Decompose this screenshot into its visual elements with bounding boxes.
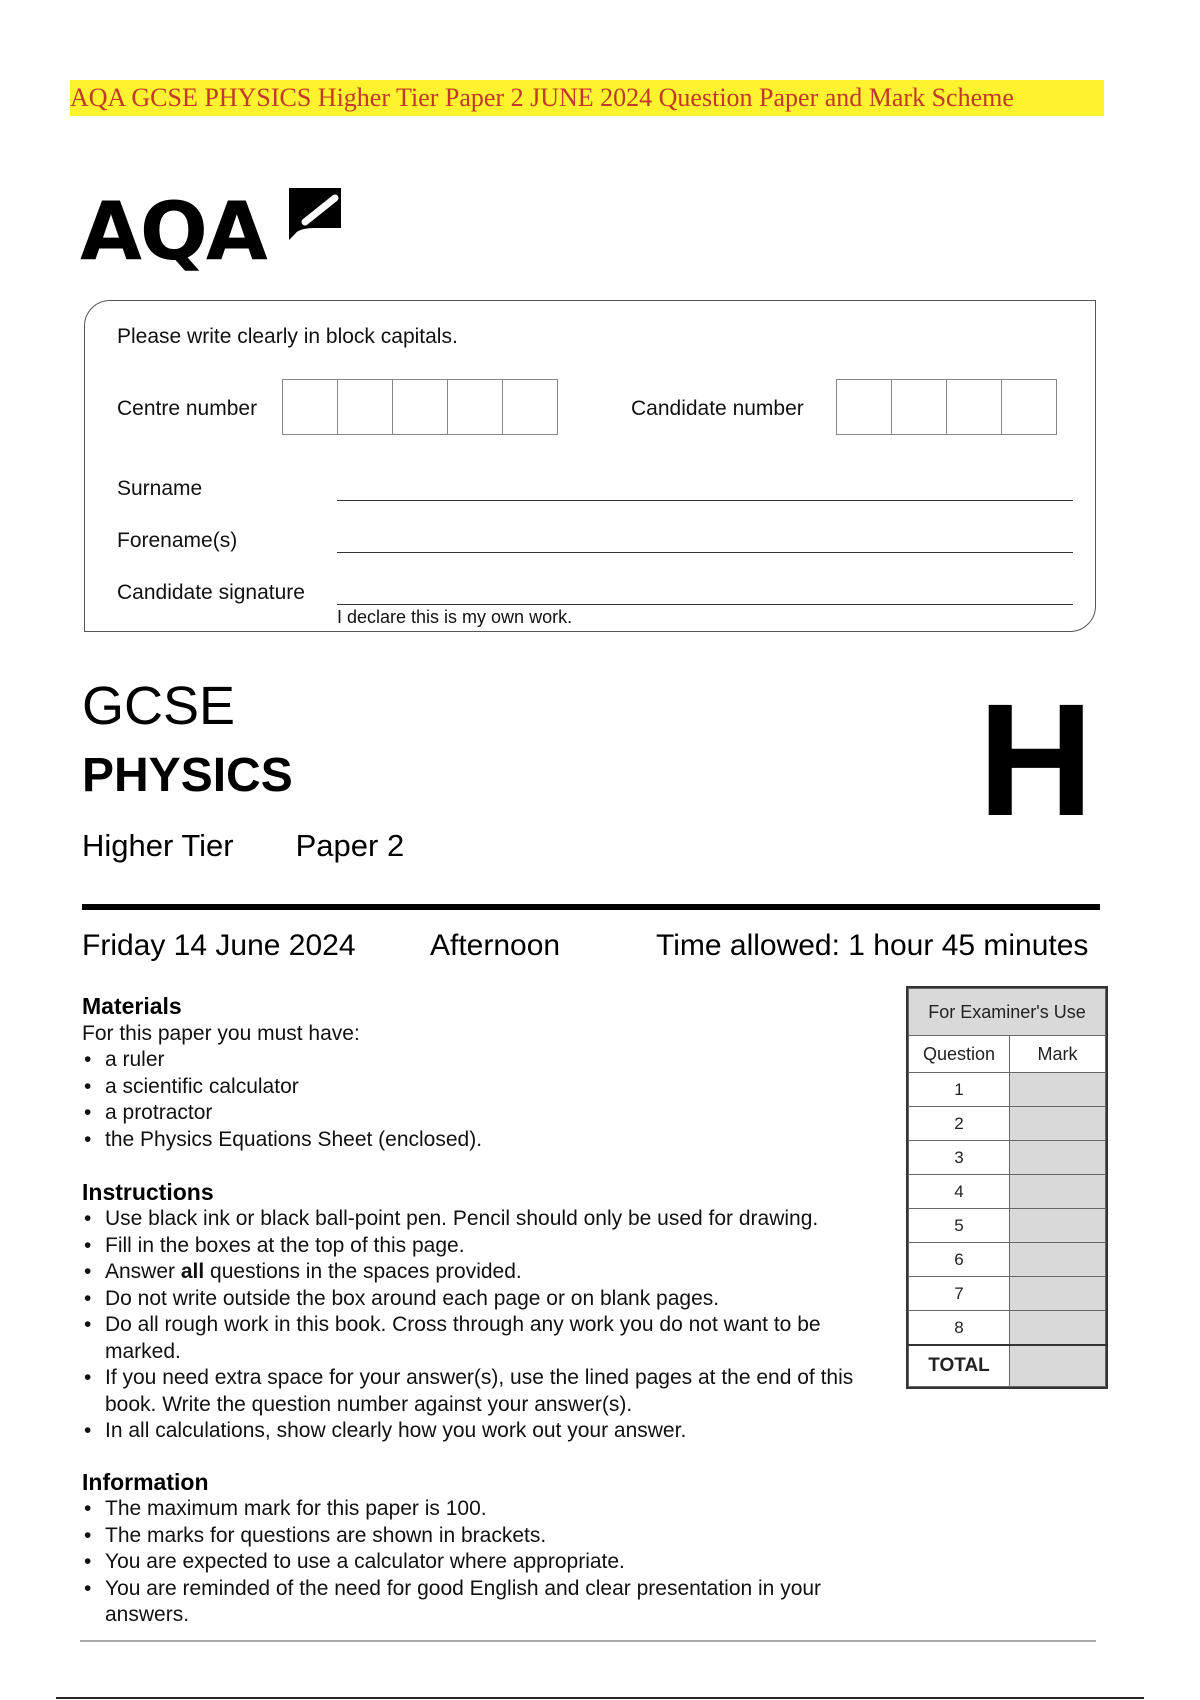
subject-title: PHYSICS [82,749,293,802]
list-item: • the Physics Equations Sheet (enclosed). [82,1127,882,1154]
question-number: 3 [909,1141,1010,1175]
instructions-heading: Instructions [82,1179,214,1205]
instructions-list [82,1206,872,1445]
list-item: • Do not write outside the box around each page or on blank pages. [82,1286,872,1313]
list-item: • The marks for questions are shown in brackets. [82,1523,872,1550]
table-row [909,1073,1106,1107]
centre-number-label: Centre number [117,397,258,420]
list-item: • a scientific calculator [82,1074,882,1101]
table-row [909,1311,1106,1346]
exam-date: Friday 14 June 2024 [82,929,356,962]
instructions-section [82,1178,872,1445]
mark-cell[interactable] [1010,1311,1106,1346]
mark-cell[interactable] [1010,1277,1106,1311]
table-row [909,1141,1106,1175]
question-number: 2 [909,1107,1010,1141]
question-number: 8 [909,1311,1010,1346]
mark-column-header: Mark [1010,1036,1106,1073]
list-item: • Fill in the boxes at the top of this page. [82,1233,872,1260]
list-item: • Answer all questions in the spaces provided. [82,1259,872,1286]
aqa-logo [80,182,370,282]
block-capitals-instruction: Please write clearly in block capitals. [117,325,458,348]
table-row [909,1175,1106,1209]
list-item: • Use black ink or black ball-point pen. Pencil should only be used for drawing. [82,1206,872,1233]
logo-text: AQA [80,185,266,278]
table-row [909,1243,1106,1277]
list-item: • In all calculations, show clearly how you work out your answer. [82,1418,872,1445]
total-row [909,1345,1106,1387]
question-number: 5 [909,1209,1010,1243]
mark-cell[interactable] [1010,1141,1106,1175]
centre-digit-box[interactable] [447,379,503,435]
forenames-field[interactable] [337,552,1073,553]
materials-intro: For this paper you must have: [82,1022,360,1045]
paper-label: Paper 2 [295,828,405,863]
question-number: 4 [909,1175,1010,1209]
centre-digit-box[interactable] [282,379,338,435]
list-item: • a protractor [82,1100,882,1127]
document-banner: AQA GCSE PHYSICS Higher Tier Paper 2 JUNE 2024 Question Paper and Mark Scheme [70,80,1104,116]
candidate-digit-box[interactable] [836,379,892,435]
candidate-digit-box[interactable] [1001,379,1057,435]
question-number: 1 [909,1073,1010,1107]
total-mark-cell[interactable] [1010,1345,1106,1387]
candidate-digit-box[interactable] [891,379,947,435]
candidate-details-box [84,300,1096,632]
list-item: • You are reminded of the need for good English and clear presentation in your answers. [82,1576,872,1629]
examiners-use-title: For Examiner's Use [909,989,1106,1036]
mark-cell[interactable] [1010,1175,1106,1209]
list-item: • Do all rough work in this book. Cross through any work you do not want to be marked. [82,1312,872,1365]
candidate-number-label: Candidate number [631,397,804,420]
information-heading: Information [82,1469,209,1495]
mark-cell[interactable] [1010,1073,1106,1107]
total-label: TOTAL [909,1345,1010,1387]
centre-digit-box[interactable] [337,379,393,435]
table-row [909,1209,1106,1243]
forenames-label: Forename(s) [117,529,238,552]
table-row [909,1277,1106,1311]
list-item: • If you need extra space for your answer(s), use the lined pages at the end of this book. Write the question number against your answer(s). [82,1365,872,1418]
list-item: • You are expected to use a calculator where appropriate. [82,1549,872,1576]
information-list [82,1496,872,1629]
signature-field[interactable] [337,604,1073,605]
mark-cell[interactable] [1010,1209,1106,1243]
mark-cell[interactable] [1010,1107,1106,1141]
question-number: 7 [909,1277,1010,1311]
question-number: 6 [909,1243,1010,1277]
question-column-header: Question [909,1036,1010,1073]
candidate-digit-box[interactable] [946,379,1002,435]
centre-digit-box[interactable] [502,379,558,435]
materials-section [82,992,882,1153]
logo-mark-icon [285,184,345,244]
tier-letter: H [978,670,1094,849]
information-section [82,1468,872,1629]
footer-divider [80,1640,1096,1642]
tier-label: Higher Tier [82,828,234,863]
list-item: • The maximum mark for this paper is 100. [82,1496,872,1523]
time-allowed: Time allowed: 1 hour 45 minutes [656,929,1089,962]
examiners-use-table [906,986,1108,1389]
list-item: • a ruler [82,1047,882,1074]
surname-field[interactable] [337,500,1073,501]
centre-number-boxes[interactable] [283,379,558,435]
centre-digit-box[interactable] [392,379,448,435]
mark-cell[interactable] [1010,1243,1106,1277]
exam-session: Afternoon [430,929,561,962]
page-bottom-rule [56,1697,1144,1699]
tier-paper-line [82,826,404,866]
declaration-text: I declare this is my own work. [337,607,573,627]
table-row [909,1107,1106,1141]
surname-label: Surname [117,477,203,500]
materials-list [82,1047,882,1153]
signature-label: Candidate signature [117,581,305,604]
title-divider [82,904,1100,910]
candidate-number-boxes[interactable] [837,379,1057,435]
qualification-title: GCSE [82,676,236,736]
materials-heading: Materials [82,993,182,1019]
